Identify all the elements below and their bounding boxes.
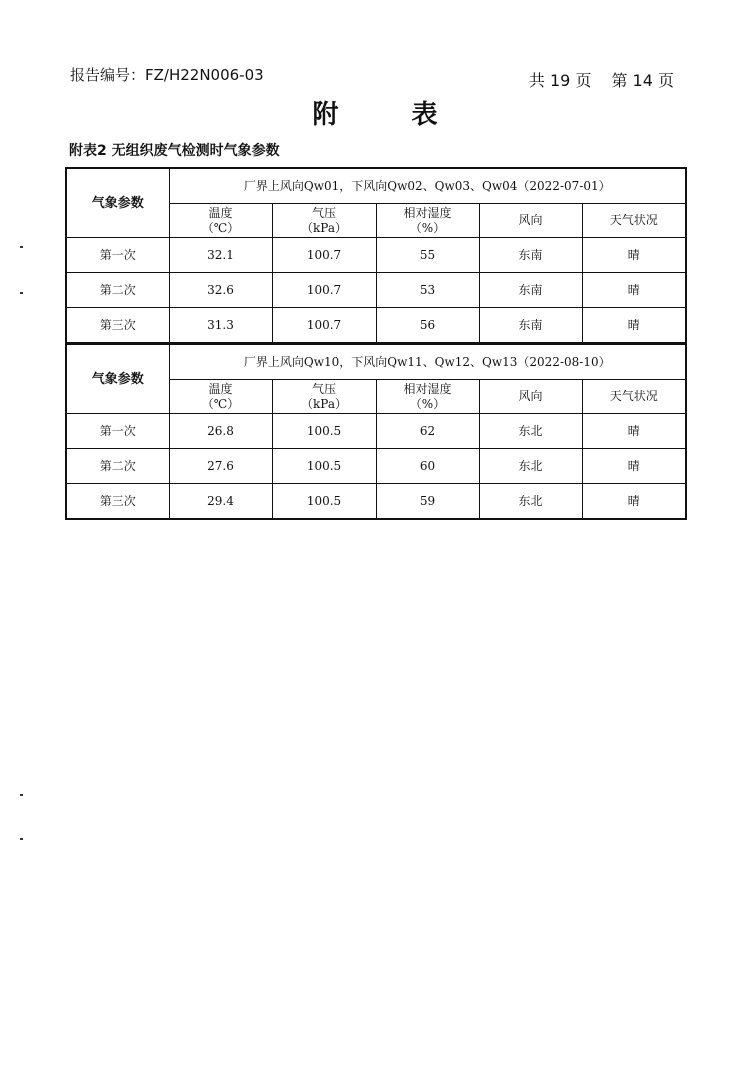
column-unit: （%） [409,396,446,411]
weather-value: 晴 [582,449,686,484]
pressure-value: 100.5 [272,484,376,520]
wind-value: 东南 [479,273,582,308]
column-header-weather: 天气状况 [582,380,686,414]
param-label: 气象参数 [66,344,169,414]
wind-value: 东南 [479,238,582,273]
scan-speck [20,292,23,294]
humidity-value: 55 [376,238,479,273]
weather-value: 晴 [582,414,686,449]
row-label: 第三次 [66,308,169,344]
current-page: 第 14 页 [611,71,674,90]
column-header-weather: 天气状况 [582,204,686,238]
column-header-humidity [376,204,479,238]
column-unit: （kPa） [301,220,347,235]
column-header-temp [169,204,272,238]
weather-table-1 [65,167,687,344]
total-pages: 共 19 页 [528,71,592,90]
humidity-value: 62 [376,414,479,449]
row-label: 第二次 [66,273,169,308]
column-unit: （kPa） [301,396,347,411]
table-row [66,449,686,484]
row-label: 第三次 [66,484,169,520]
humidity-value: 56 [376,308,479,344]
temp-value: 26.8 [169,414,272,449]
column-header-temp [169,380,272,414]
pressure-value: 100.7 [272,308,376,344]
scan-speck [20,246,23,248]
weather-value: 晴 [582,484,686,520]
temp-value: 32.1 [169,238,272,273]
scan-speck [20,838,23,840]
pressure-value: 100.5 [272,449,376,484]
table-header-row [66,168,686,204]
table-row [66,308,686,344]
temp-value: 27.6 [169,449,272,484]
column-unit: （℃） [201,396,240,411]
pressure-value: 100.7 [272,273,376,308]
table-row [66,273,686,308]
location-header: 厂界上风向Qw10，下风向Qw11、Qw12、Qw13（2022-08-10） [169,344,686,380]
wind-value: 东北 [479,449,582,484]
scan-speck [20,794,23,796]
weather-value: 晴 [582,308,686,344]
location-header: 厂界上风向Qw01，下风向Qw02、Qw03、Qw04（2022-07-01） [169,168,686,204]
humidity-value: 59 [376,484,479,520]
column-name: 相对湿度 [403,205,452,220]
pressure-value: 100.7 [272,238,376,273]
column-header-pressure [272,204,376,238]
table-header-row [66,344,686,380]
row-label: 第二次 [66,449,169,484]
temp-value: 31.3 [169,308,272,344]
column-header-pressure [272,380,376,414]
row-label: 第一次 [66,238,169,273]
document-title: 附 表 [312,100,470,130]
weather-value: 晴 [582,238,686,273]
column-name: 气压 [311,381,336,396]
wind-value: 东北 [479,484,582,520]
humidity-value: 60 [376,449,479,484]
wind-value: 东北 [479,414,582,449]
table-row [66,238,686,273]
column-name: 温度 [208,381,233,396]
table-caption: 附表2 无组织废气检测时气象参数 [69,143,280,159]
weather-table-2 [65,343,687,520]
weather-value: 晴 [582,273,686,308]
column-name: 气压 [311,205,336,220]
param-label: 气象参数 [66,168,169,238]
column-unit: （%） [409,220,446,235]
row-label: 第一次 [66,414,169,449]
report-number: 报告编号：FZ/H22N006-03 [70,66,264,84]
column-header-wind: 风向 [479,204,582,238]
column-name: 相对湿度 [403,381,452,396]
column-header-wind: 风向 [479,380,582,414]
table-row [66,484,686,520]
temp-value: 29.4 [169,484,272,520]
pressure-value: 100.5 [272,414,376,449]
table-row [66,414,686,449]
temp-value: 32.6 [169,273,272,308]
humidity-value: 53 [376,273,479,308]
wind-value: 东南 [479,308,582,344]
column-unit: （℃） [201,220,240,235]
page-info [529,68,674,91]
column-name: 温度 [208,205,233,220]
column-header-humidity [376,380,479,414]
